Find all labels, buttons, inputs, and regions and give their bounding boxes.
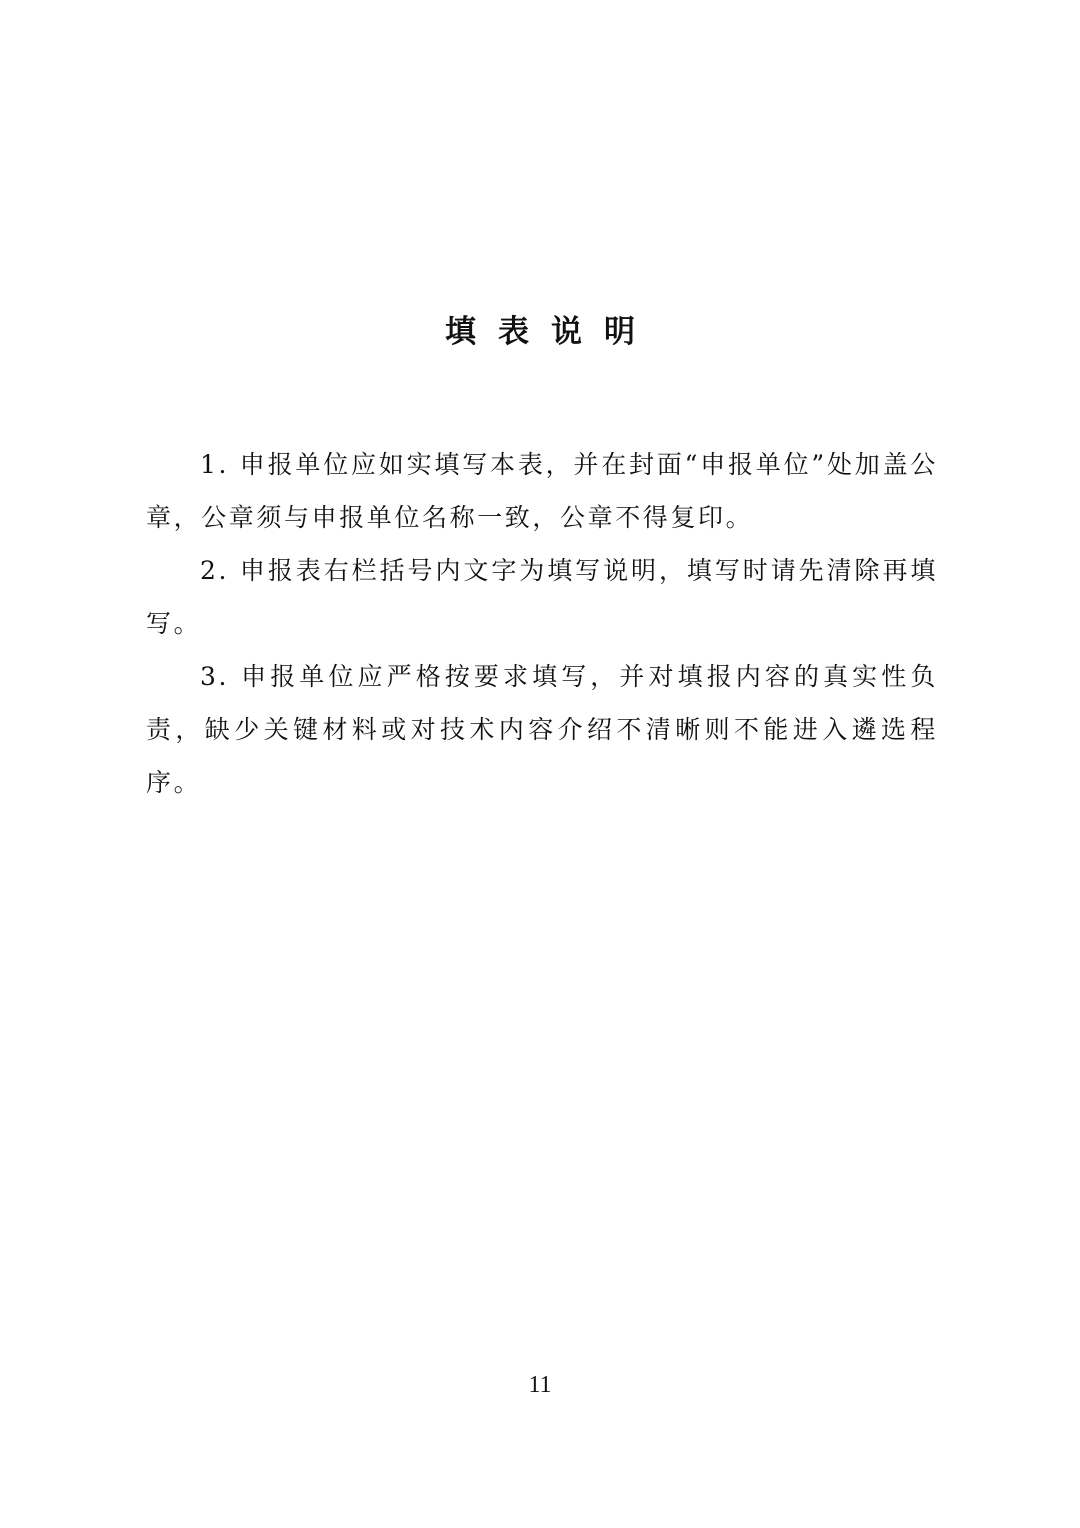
instruction-paragraph-2: 2. 申报表右栏括号内文字为填写说明，填写时请先清除再填写。 bbox=[146, 556, 938, 638]
page-number: 11 bbox=[528, 1372, 552, 1398]
instructions-body bbox=[146, 438, 938, 809]
instruction-paragraph-1: 1. 申报单位应如实填写本表，并在封面“申报单位”处加盖公章，公章须与申报单位名称一致，公章不得复印。 bbox=[146, 450, 938, 532]
instruction-paragraph-3: 3. 申报单位应严格按要求填写，并对填报内容的真实性负责，缺少关键材料或对技术内容介绍不清晰则不能进入遴选程序。 bbox=[146, 662, 938, 797]
page-title: 填表说明 bbox=[445, 314, 657, 350]
